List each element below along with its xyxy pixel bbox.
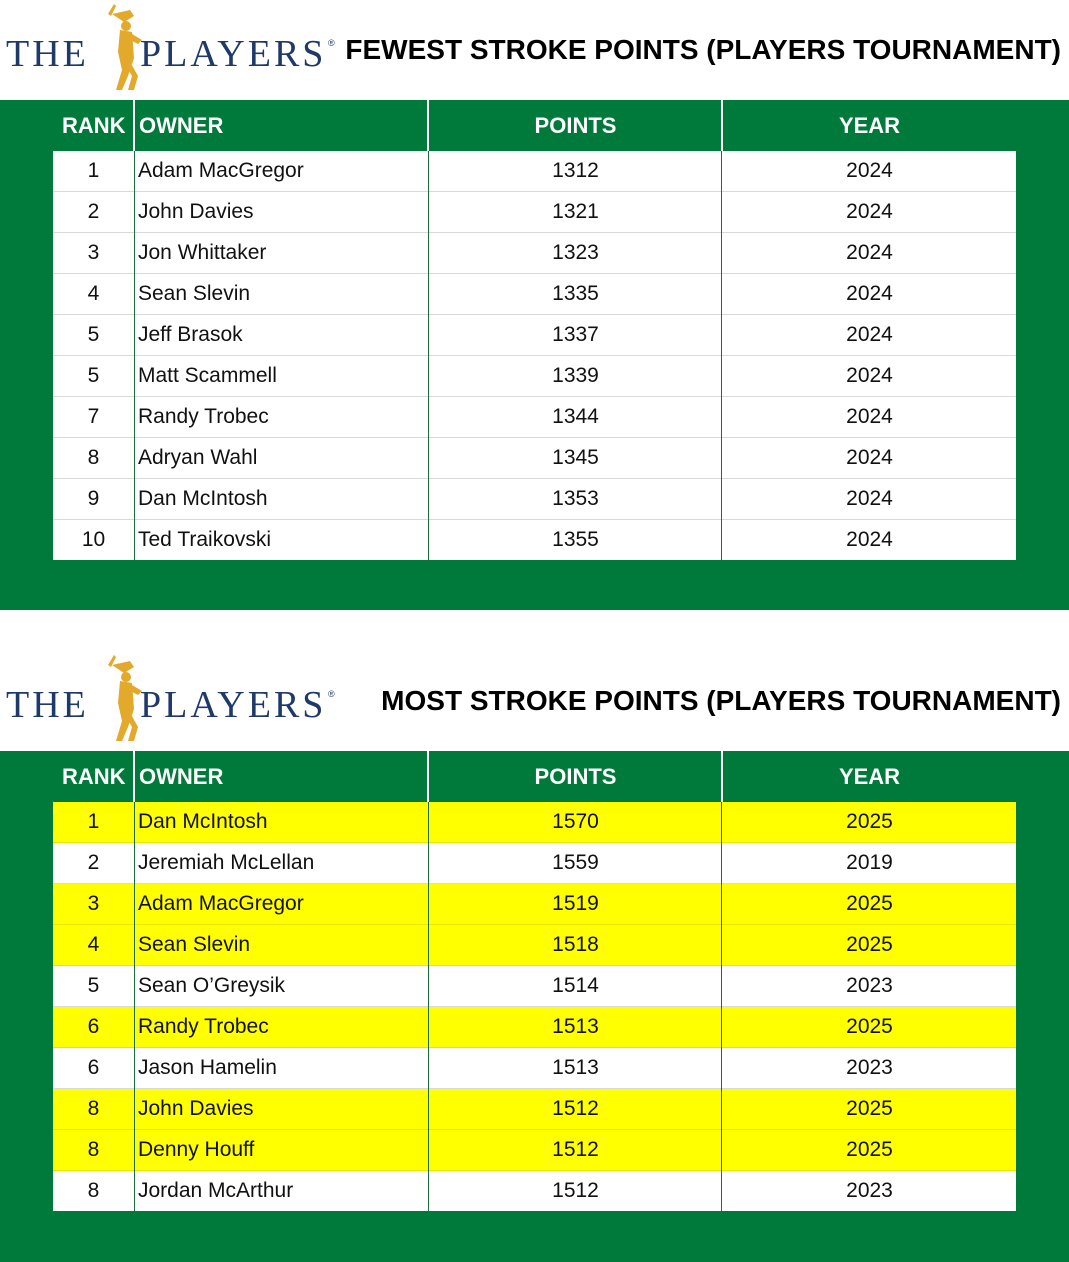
owner-cell: Randy Trobec [138, 405, 269, 428]
header-owner: OWNER [139, 764, 224, 789]
rank-cell: 3 [87, 241, 100, 264]
year-cell: 2024 [846, 446, 893, 469]
column-divider [134, 397, 135, 438]
column-divider [428, 397, 429, 438]
column-divider [134, 1171, 135, 1212]
table-row [53, 925, 1016, 966]
header-year: YEAR [838, 113, 901, 138]
column-divider [134, 1048, 135, 1089]
column-divider [428, 1130, 429, 1171]
table-row [53, 802, 1016, 843]
points-cell: 1335 [552, 282, 599, 305]
column-divider [721, 274, 722, 315]
points-cell: 1559 [552, 851, 599, 874]
logo-the-text: THE [6, 33, 89, 75]
table-row [53, 1007, 1016, 1048]
owner-cell: Adryan Wahl [138, 446, 258, 469]
column-divider [428, 843, 429, 884]
column-divider [428, 1089, 429, 1130]
table-row [53, 1048, 1016, 1089]
column-divider [134, 356, 135, 397]
column-divider [428, 233, 429, 274]
rank-cell: 6 [87, 1056, 100, 1079]
column-divider [428, 192, 429, 233]
most-points-table [53, 802, 1016, 1211]
owner-cell: Jason Hamelin [138, 1056, 277, 1079]
column-divider [721, 966, 722, 1007]
column-divider [134, 233, 135, 274]
column-divider [721, 884, 722, 925]
points-cell: 1353 [552, 487, 599, 510]
column-divider [721, 925, 722, 966]
owner-cell: Jeff Brasok [138, 323, 243, 346]
column-divider [721, 843, 722, 884]
rank-cell: 4 [87, 933, 100, 956]
year-cell: 2024 [846, 200, 893, 223]
year-cell: 2024 [846, 528, 893, 551]
rank-cell: 2 [87, 200, 100, 223]
column-divider [721, 1007, 722, 1048]
points-cell: 1312 [552, 159, 599, 182]
owner-cell: John Davies [138, 200, 254, 223]
table-panel [0, 751, 1069, 1262]
column-divider [428, 356, 429, 397]
column-divider [134, 884, 135, 925]
table-row [53, 274, 1016, 315]
points-cell: 1337 [552, 323, 599, 346]
column-divider [428, 520, 429, 561]
column-divider [428, 884, 429, 925]
column-divider [721, 356, 722, 397]
points-cell: 1339 [552, 364, 599, 387]
column-divider [721, 1089, 722, 1130]
rank-cell: 8 [87, 1097, 100, 1120]
column-divider [721, 1171, 722, 1212]
year-cell: 2024 [846, 405, 893, 428]
header-points: POINTS [534, 764, 617, 789]
column-divider [721, 1130, 722, 1171]
year-cell: 2024 [846, 364, 893, 387]
column-divider [721, 315, 722, 356]
column-divider [428, 151, 429, 192]
year-cell: 2024 [846, 241, 893, 264]
year-cell: 2024 [846, 282, 893, 305]
header-divider [133, 100, 135, 151]
rank-cell: 1 [87, 810, 100, 833]
rank-cell: 5 [87, 364, 100, 387]
owner-cell: Jon Whittaker [138, 241, 267, 264]
rank-cell: 10 [81, 528, 106, 551]
column-divider [428, 1171, 429, 1212]
table-row [53, 1171, 1016, 1211]
owner-cell: Matt Scammell [138, 364, 277, 387]
column-divider [134, 802, 135, 843]
column-divider [134, 520, 135, 561]
header-divider [133, 751, 135, 802]
column-divider [721, 802, 722, 843]
rank-cell: 8 [87, 1179, 100, 1202]
owner-cell: Sean Slevin [138, 933, 251, 956]
column-divider [428, 438, 429, 479]
owner-cell: Sean O’Greysik [138, 974, 286, 997]
column-divider [134, 1007, 135, 1048]
points-cell: 1512 [552, 1097, 599, 1120]
rank-cell: 5 [87, 323, 100, 346]
logo-players-text: PLAYERS [140, 684, 327, 726]
column-divider [134, 925, 135, 966]
header-owner: OWNER [139, 113, 224, 138]
most-points-section [0, 651, 1069, 1262]
table-row [53, 520, 1016, 560]
year-cell: 2023 [846, 1179, 893, 1202]
year-cell: 2025 [846, 810, 893, 833]
table-row [53, 884, 1016, 925]
column-divider [134, 151, 135, 192]
rank-cell: 2 [87, 851, 100, 874]
table-title: MOST STROKE POINTS (PLAYERS TOURNAMENT) [381, 685, 1061, 716]
rank-cell: 4 [87, 282, 100, 305]
column-divider [134, 843, 135, 884]
year-cell: 2023 [846, 1056, 893, 1079]
year-cell: 2025 [846, 933, 893, 956]
column-divider [134, 315, 135, 356]
rank-cell: 7 [87, 405, 100, 428]
fewest-points-section [0, 0, 1069, 610]
owner-cell: Ted Traikovski [138, 528, 272, 551]
column-divider [428, 1048, 429, 1089]
table-row [53, 397, 1016, 438]
table-row [53, 1130, 1016, 1171]
column-divider [134, 966, 135, 1007]
rank-cell: 8 [87, 1138, 100, 1161]
column-divider [428, 274, 429, 315]
players-logo [4, 0, 344, 100]
header-year: YEAR [838, 764, 901, 789]
column-divider [134, 438, 135, 479]
year-cell: 2025 [846, 892, 893, 915]
table-row [53, 151, 1016, 192]
column-divider [134, 479, 135, 520]
rank-cell: 8 [87, 446, 100, 469]
column-divider [721, 397, 722, 438]
points-cell: 1344 [552, 405, 599, 428]
column-divider [721, 192, 722, 233]
column-divider [721, 438, 722, 479]
points-cell: 1323 [552, 241, 599, 264]
column-divider [134, 274, 135, 315]
column-divider [134, 192, 135, 233]
table-row [53, 192, 1016, 233]
points-cell: 1514 [552, 974, 599, 997]
rank-cell: 1 [87, 159, 100, 182]
column-divider [428, 315, 429, 356]
points-cell: 1513 [552, 1056, 599, 1079]
fewest-points-table [53, 151, 1016, 560]
column-divider [721, 1048, 722, 1089]
rank-cell: 5 [87, 974, 100, 997]
players-logo [4, 651, 344, 751]
logo-the-text: THE [6, 684, 89, 726]
points-cell: 1518 [552, 933, 599, 956]
rank-cell: 6 [87, 1015, 100, 1038]
header-rank: RANK [62, 764, 126, 789]
table-row [53, 356, 1016, 397]
points-cell: 1512 [552, 1179, 599, 1202]
table-row [53, 233, 1016, 274]
year-cell: 2025 [846, 1097, 893, 1120]
column-divider [134, 1130, 135, 1171]
year-cell: 2025 [846, 1138, 893, 1161]
points-cell: 1570 [552, 810, 599, 833]
owner-cell: Adam MacGregor [138, 159, 304, 182]
owner-cell: Randy Trobec [138, 1015, 269, 1038]
column-divider [428, 479, 429, 520]
logo-registered-mark: ® [328, 689, 335, 699]
year-cell: 2024 [846, 159, 893, 182]
points-cell: 1512 [552, 1138, 599, 1161]
rank-cell: 9 [87, 487, 100, 510]
year-cell: 2019 [846, 851, 893, 874]
table-row [53, 966, 1016, 1007]
header-points: POINTS [534, 113, 617, 138]
table-title: FEWEST STROKE POINTS (PLAYERS TOURNAMENT) [345, 34, 1061, 65]
column-divider [721, 520, 722, 561]
column-divider [428, 1007, 429, 1048]
points-cell: 1345 [552, 446, 599, 469]
owner-cell: Jordan McArthur [138, 1179, 294, 1202]
owner-cell: Adam MacGregor [138, 892, 304, 915]
owner-cell: Dan McIntosh [138, 810, 268, 833]
rank-cell: 3 [87, 892, 100, 915]
logo-registered-mark: ® [328, 38, 335, 48]
table-row [53, 479, 1016, 520]
column-divider [721, 151, 722, 192]
table-row [53, 315, 1016, 356]
points-cell: 1355 [552, 528, 599, 551]
column-divider [721, 479, 722, 520]
table-panel [0, 100, 1069, 610]
year-cell: 2024 [846, 323, 893, 346]
points-cell: 1519 [552, 892, 599, 915]
column-divider [134, 1089, 135, 1130]
owner-cell: John Davies [138, 1097, 254, 1120]
points-cell: 1321 [552, 200, 599, 223]
owner-cell: Dan McIntosh [138, 487, 268, 510]
table-row [53, 843, 1016, 884]
owner-cell: Jeremiah McLellan [138, 851, 315, 874]
column-divider [428, 925, 429, 966]
column-divider [428, 966, 429, 1007]
column-divider [428, 802, 429, 843]
points-cell: 1513 [552, 1015, 599, 1038]
owner-cell: Denny Houff [138, 1138, 255, 1161]
table-row [53, 1089, 1016, 1130]
logo-players-text: PLAYERS [140, 33, 327, 75]
section-header [0, 0, 1069, 100]
table-row [53, 438, 1016, 479]
year-cell: 2025 [846, 1015, 893, 1038]
owner-cell: Sean Slevin [138, 282, 251, 305]
year-cell: 2023 [846, 974, 893, 997]
year-cell: 2024 [846, 487, 893, 510]
header-rank: RANK [62, 113, 126, 138]
section-header [0, 651, 1069, 751]
column-divider [721, 233, 722, 274]
